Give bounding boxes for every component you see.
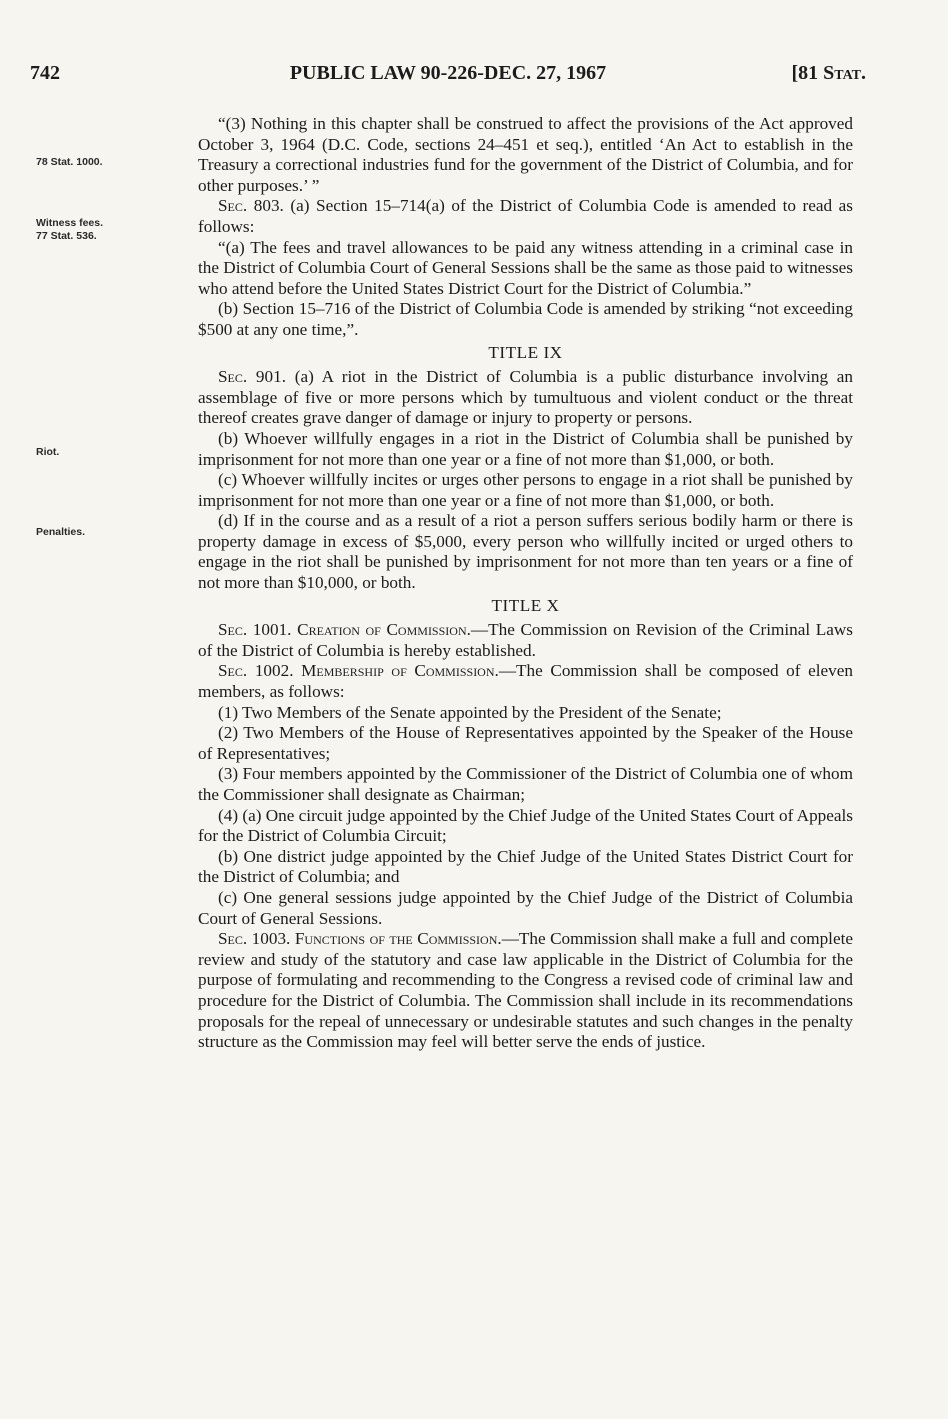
margin-note-stat-1000: 78 Stat. 1000. [36,156,103,168]
title-x-heading: TITLE X [491,595,560,615]
paragraph-901-b: (b) Whoever willfully engages in a riot in the District of Columbia shall be punished by imprisonment for not more than one year or a fine of not more than $1,000, or both. [198,428,853,469]
paragraph-1002-1: (1) Two Members of the Senate appointed by the President of the Senate; [218,702,722,722]
document-body [198,114,853,1053]
paragraph-sec-901-a [198,367,853,429]
page-title: PUBLIC LAW 90-226-DEC. 27, 1967 [289,62,607,84]
paragraph-sec-1002 [198,661,853,702]
section-heading-1003: Functions of the Commission. [294,929,502,949]
margin-note-riot: Riot. [36,446,60,458]
statute-reference: [81 Stat. [791,62,866,84]
paragraph-1002-3: (3) Four members appointed by the Commissioner of the District of Columbia one of whom the Commissioner shall designate as Chairman; [198,764,853,804]
section-803-text: (a) Section 15–714(a) of the District of Columbia Code is amended to read as follows: [198,196,853,236]
section-1003-text: —The Commission shall make a full and complete review and study of the statutory and case law applicable in the District of Columbia for the purpose of formulating and recommending to the Congress a revised code of criminal law and procedure for the District of Columbia. The Commission shall include in its recommendations proposals for the repeal of unnecessary or undesirable statutes and such changes in the penalty structure as the Commission may feel will better serve the ends of justice. [198,929,853,1052]
section-heading-1001: Creation of Commission. [297,620,471,640]
paragraph-1002-4a: (4) (a) One circuit judge appointed by the Chief Judge of the United States Court of Appeals for the District of Columbia Circuit; [198,805,853,846]
section-label-1001: Sec. 1001. [218,620,292,640]
margin-note-witness-fees-label: Witness fees. [36,217,104,229]
paragraph-sec-803 [198,196,853,237]
paragraph-sec-1003 [198,929,853,1053]
section-label-1003: Sec. 1003. [218,929,291,949]
section-label-803: Sec. 803. [218,196,284,216]
title-ix-heading: TITLE IX [488,342,563,362]
paragraph-1002-4c: (c) One general sessions judge appointed by the Chief Judge of the District of Columbia Court of General Sessions. [198,887,853,928]
section-1002-text: —The Commission shall be composed of eleven members, as follows: [198,661,853,702]
paragraph-803-a: “(a) The fees and travel allowances to be paid any witness attending in a criminal case in the District of Columbia Court of General Sessions shall be the same as those paid to witnesses who attend before the United States District Court for the District of Columbia.” [198,237,853,298]
section-1001-text: —The Commission on Revision of the Criminal Laws of the District of Columbia is hereby established. [198,620,853,660]
paragraph-1002-4b: (b) One district judge appointed by the Chief Judge of the United States District Court for the District of Columbia; and [198,846,853,887]
paragraph-803-b: (b) Section 15–716 of the District of Columbia Code is amended by striking “not exceeding $500 at any one time,”. [198,299,853,339]
section-901-text: (a) A riot in the District of Columbia is a public disturbance involving an assemblage of five or more persons which by tumultuous and violent conduct or the threat thereof creates grave danger of damage or injury to property or persons. [198,367,853,428]
margin-note-penalties: Penalties. [36,526,86,538]
paragraph-1002-2: (2) Two Members of the House of Representatives appointed by the Speaker of the House of Representatives; [198,723,853,763]
section-label-1002: Sec. 1002. [218,661,294,681]
paragraph-chapter-3: “(3) Nothing in this chapter shall be construed to affect the provisions of the Act approved October 3, 1964 (D.C. Code, sections 24–451 et seq.), entitled ‘An Act to establish in the Treasury a correctional industries fund for the government of the District of Columbia, and for other purposes.’ ” [198,114,853,195]
margin-note-witness-fees [36,217,176,243]
section-heading-1002: Membership of Commission. [301,661,499,681]
page-header [30,62,866,92]
margin-note-stat-536: 77 Stat. 536. [36,230,97,242]
paragraph-901-c: (c) Whoever willfully incites or urges other persons to engage in a riot shall be punished by imprisonment for not more than one year or a fine of not more than $1,000, or both. [198,470,853,510]
page-number: 742 [30,62,60,84]
section-label-901: Sec. 901. [218,367,286,387]
paragraph-901-d: (d) If in the course and as a result of a riot a person suffers serious bodily harm or there is property damage in excess of $5,000, every person who willfully incited or urged others to engage in the riot shall be punished by imprisonment for not more than ten years or a fine of not more than $10,000, or both. [198,511,853,593]
paragraph-sec-1001 [198,620,853,661]
